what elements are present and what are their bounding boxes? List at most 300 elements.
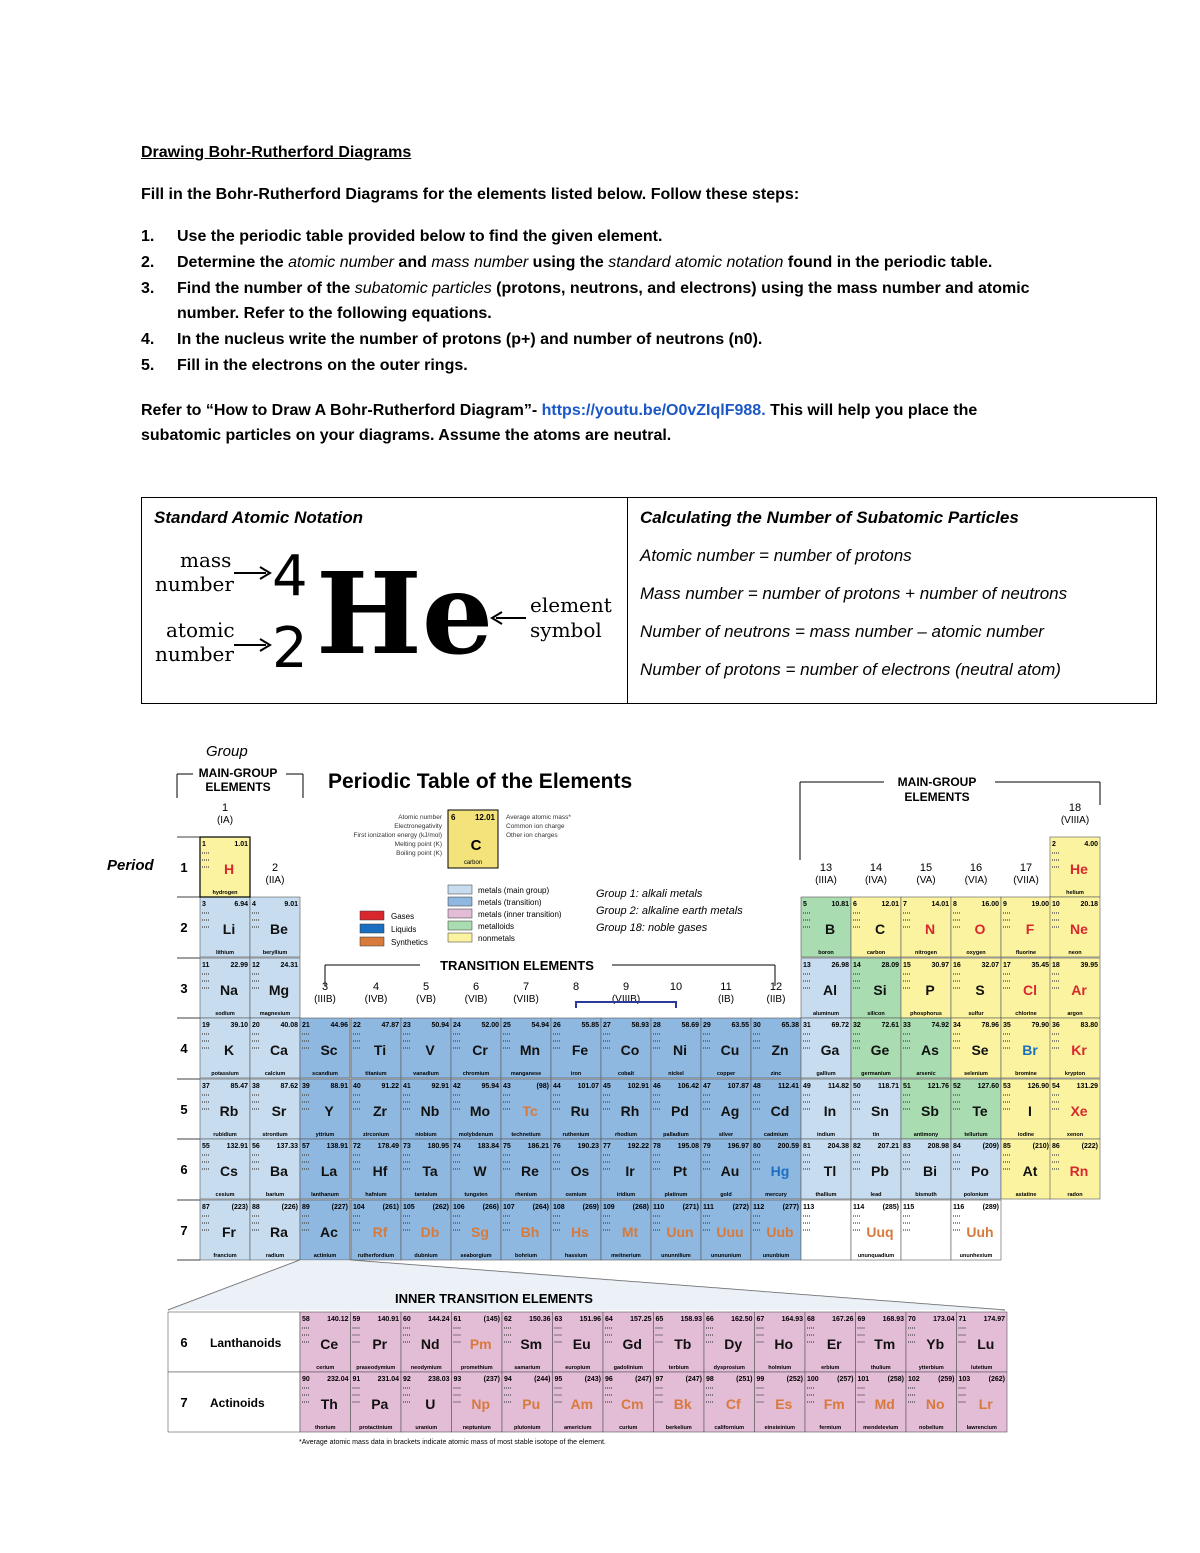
element-mass: 58.69	[681, 1022, 699, 1029]
inner-element-symbol: Lr	[978, 1396, 993, 1412]
inner-element-symbol: Es	[775, 1396, 793, 1412]
element-name: palladium	[663, 1132, 689, 1138]
element-name: arsenic	[916, 1071, 936, 1077]
step-number: 3.	[141, 280, 155, 297]
group-number: 3	[321, 981, 329, 993]
group-roman: (VA)	[916, 875, 936, 886]
element-mass: 4.00	[1084, 841, 1098, 848]
element-number: 109	[603, 1204, 615, 1211]
inner-element-name: neodymium	[410, 1365, 442, 1371]
element-name: strontium	[262, 1132, 288, 1138]
element-number: 27	[603, 1022, 611, 1029]
group-number: 2	[271, 862, 279, 874]
legend-type-label: metals (inner transition)	[478, 910, 562, 919]
group-roman: (VIIA)	[1013, 875, 1039, 886]
inner-element-name: terbium	[668, 1365, 689, 1371]
inner-period-number: 6	[180, 1335, 188, 1350]
element-mass: (210)	[1032, 1143, 1049, 1150]
element-mass: 183.84	[477, 1143, 499, 1150]
element-name: niobium	[415, 1132, 437, 1138]
group-number: 5	[422, 981, 430, 993]
group-roman: (IIIB)	[314, 994, 336, 1005]
step-text: found in the periodic table.	[783, 254, 993, 271]
period-number: 4	[180, 1041, 188, 1056]
element-symbol: Ru	[570, 1103, 590, 1119]
element-mass: 85.47	[230, 1083, 248, 1090]
element-mass: 192.22	[627, 1143, 649, 1150]
element-number: 6	[853, 901, 857, 908]
element-symbol: Rh	[620, 1103, 640, 1119]
element-number: 13	[803, 962, 811, 969]
step-number: 1.	[141, 228, 155, 245]
element-name: hassium	[564, 1253, 588, 1259]
element-symbol: Re	[521, 1163, 539, 1179]
element-symbol: Zr	[373, 1103, 387, 1119]
element-number: 44	[553, 1083, 561, 1090]
element-name: sulfur	[968, 1011, 984, 1017]
group-number: 1	[221, 802, 229, 814]
element-mass: 200.59	[777, 1143, 799, 1150]
element-symbol: Ne	[1070, 921, 1088, 937]
element-name: technetium	[511, 1132, 541, 1138]
inner-element-symbol: Pu	[522, 1396, 541, 1412]
inner-element-number: 98	[706, 1376, 714, 1383]
element-mass: 10.81	[831, 901, 849, 908]
element-name: cadmium	[763, 1132, 789, 1138]
inner-element-name: thorium	[315, 1425, 336, 1431]
group-roman: (IA)	[216, 815, 234, 826]
element-mass: (277)	[782, 1204, 799, 1211]
inner-element-symbol: Pm	[469, 1336, 492, 1352]
inner-element-symbol: No	[925, 1396, 945, 1412]
step-text: (protons, neutrons, and electrons) using the mass number and atomic number. Refer to the following equations.	[177, 280, 1030, 322]
element-symbol: Uub	[766, 1224, 794, 1240]
group-number: 16	[969, 862, 983, 874]
inner-element-symbol: Cm	[620, 1396, 644, 1412]
element-symbol: Uuh	[966, 1224, 994, 1240]
element-number: 5	[803, 901, 807, 908]
element-mass: (209)	[982, 1143, 999, 1150]
atomic-label-2: number	[155, 642, 234, 666]
inner-element-symbol: Md	[874, 1396, 895, 1412]
element-number: 40	[353, 1083, 361, 1090]
element-number: 114	[853, 1204, 865, 1211]
element-mass: (227)	[331, 1204, 348, 1211]
element-symbol: Cl	[1023, 982, 1037, 998]
element-mass: 1.01	[234, 841, 248, 848]
element-number: 54	[1052, 1083, 1060, 1090]
element-symbol: Pt	[673, 1163, 687, 1179]
element-name: vanadium	[413, 1071, 439, 1077]
inner-element-mass: (244)	[534, 1376, 551, 1383]
element-mass: 30.97	[931, 962, 949, 969]
inner-element-symbol: Tb	[674, 1336, 692, 1352]
element-name: iron	[570, 1071, 582, 1077]
element-symbol: Ac	[320, 1224, 338, 1240]
inner-element-name: europium	[565, 1365, 591, 1371]
element-mass: 44.96	[330, 1022, 348, 1029]
element-number: 29	[703, 1022, 711, 1029]
inner-element-number: 102	[908, 1376, 920, 1383]
element-mass: (223)	[231, 1204, 248, 1211]
element-name: rutherfordium	[357, 1253, 395, 1259]
element-symbol: Au	[720, 1163, 740, 1179]
element-mass: 16.00	[981, 901, 999, 908]
element-symbol: V	[425, 1042, 435, 1058]
element-number: 1	[202, 841, 206, 848]
element-number: 7	[903, 901, 907, 908]
element-symbol: Ti	[373, 1042, 387, 1058]
legend-swatch	[360, 911, 384, 920]
inner-element-number: 90	[302, 1376, 310, 1383]
element-mass: 126.90	[1027, 1083, 1049, 1090]
element-mass: 106.42	[677, 1083, 699, 1090]
inner-element-name: mendelevium	[863, 1425, 899, 1431]
element-number: 17	[1003, 962, 1011, 969]
element-number: 52	[953, 1083, 961, 1090]
element-mass: 204.38	[827, 1143, 849, 1150]
mass-label-2: number	[155, 572, 234, 596]
step-emphasis: subatomic particles	[354, 280, 492, 297]
element-mass: 195.08	[677, 1143, 699, 1150]
element-symbol: C	[874, 921, 886, 937]
inner-element-name: nobelium	[919, 1425, 944, 1431]
transition-label: TRANSITION ELEMENTS	[440, 958, 594, 973]
element-symbol: Ta	[422, 1163, 438, 1179]
list-item	[141, 250, 1041, 275]
element-symbol: Fr	[222, 1224, 236, 1240]
element-symbol: In	[823, 1103, 837, 1119]
element-mass: 22.99	[230, 962, 248, 969]
element-name: tin	[872, 1132, 880, 1138]
group-number: 13	[819, 862, 833, 874]
group-roman: (IIIA)	[815, 875, 837, 886]
legend-swatch	[360, 937, 384, 946]
element-number: 33	[903, 1022, 911, 1029]
element-symbol: Mn	[519, 1042, 541, 1058]
element-number: 38	[252, 1083, 260, 1090]
inner-element-number: 97	[655, 1376, 664, 1383]
inner-element-mass: (243)	[584, 1376, 601, 1383]
element-name: hydrogen	[212, 890, 238, 896]
element-mass: 39.10	[230, 1022, 248, 1029]
period-number: 3	[180, 981, 188, 996]
element-mass: 74.92	[931, 1022, 949, 1029]
element-symbol: Sg	[471, 1224, 489, 1240]
group-number: 17	[1019, 862, 1033, 874]
inner-element-number: 63	[554, 1316, 563, 1323]
element-symbol: W	[473, 1163, 487, 1179]
element-symbol: Sn	[871, 1103, 889, 1119]
step-number: 5.	[141, 357, 155, 374]
element-number: 84	[953, 1143, 961, 1150]
period-label: Period	[107, 857, 154, 874]
inner-element-symbol: U	[425, 1396, 436, 1412]
element-symbol: Te	[972, 1103, 988, 1119]
element-name: rhenium	[515, 1192, 537, 1198]
inner-element-number: 61	[453, 1316, 462, 1323]
legend-state-label: Liquids	[391, 925, 417, 934]
inner-element-symbol: Nd	[420, 1336, 440, 1352]
element-mass: (289)	[982, 1204, 999, 1211]
element-symbol: Si	[873, 982, 887, 998]
element-mass: (272)	[732, 1204, 749, 1211]
inner-element-symbol: Er	[826, 1336, 842, 1352]
element-mass: (222)	[1081, 1143, 1098, 1150]
element-mass: (266)	[482, 1204, 499, 1211]
inner-element-name: lutetium	[971, 1365, 993, 1371]
key-name: carbon	[463, 860, 483, 866]
key-symbol: C	[470, 837, 482, 854]
element-name: ununnilium	[661, 1253, 691, 1259]
inner-element-number: 94	[504, 1376, 512, 1383]
legend-swatch	[448, 909, 472, 918]
group-roman: (IB)	[717, 994, 735, 1005]
element-name: ununbium	[762, 1253, 790, 1259]
inner-element-name: neptunium	[462, 1425, 491, 1431]
inner-element-mass: 144.24	[428, 1316, 450, 1323]
element-symbol: S	[975, 982, 985, 998]
element-name: magnesium	[259, 1011, 291, 1017]
element-mass: 114.82	[827, 1083, 849, 1090]
element-mass: 208.98	[927, 1143, 949, 1150]
legend-type-label: metals (transition)	[478, 898, 542, 907]
legend-swatch	[448, 921, 472, 930]
element-number: 10	[1052, 901, 1060, 908]
inner-element-mass: (251)	[736, 1376, 753, 1383]
element-number: 3	[202, 901, 206, 908]
element-mass: 35.45	[1031, 962, 1049, 969]
inner-element-symbol: Sm	[520, 1336, 543, 1352]
group-roman: (VIA)	[964, 875, 988, 886]
inner-element-number: 69	[857, 1316, 866, 1323]
step-text: using the	[528, 254, 609, 271]
notation-title: Standard Atomic Notation	[154, 508, 364, 527]
element-mass: 40.08	[280, 1022, 298, 1029]
inner-element-name: holmium	[768, 1365, 792, 1371]
element-number: 9	[1003, 901, 1007, 908]
element-number: 57	[302, 1143, 310, 1150]
inner-element-mass: (252)	[786, 1376, 803, 1383]
element-number: 105	[403, 1204, 415, 1211]
element-symbol: Nb	[420, 1103, 440, 1119]
main-group-right-1: MAIN-GROUP	[897, 775, 977, 789]
element-symbol: Os	[570, 1163, 590, 1179]
element-name: nitrogen	[915, 950, 937, 956]
element-mass: 65.38	[781, 1022, 799, 1029]
inner-element-number: 93	[453, 1376, 462, 1383]
element-name: copper	[716, 1071, 736, 1077]
element-name: ununquadium	[857, 1253, 895, 1259]
inner-element-name: americium	[563, 1425, 592, 1431]
inner-element-number: 65	[655, 1316, 664, 1323]
element-symbol: Hg	[770, 1163, 790, 1179]
key-label-right: Other ion charges	[506, 832, 558, 839]
page-title: Drawing Bohr-Rutherford Diagrams	[141, 144, 412, 161]
element-number: 85	[1003, 1143, 1011, 1150]
element-label-2: symbol	[530, 618, 602, 642]
element-symbol: Mo	[469, 1103, 491, 1119]
element-number: 8	[953, 901, 957, 908]
element-name: xenon	[1066, 1132, 1084, 1138]
element-name: cobalt	[617, 1071, 635, 1077]
inner-element-number: 66	[706, 1316, 714, 1323]
element-number: 50	[853, 1083, 861, 1090]
element-name: platinum	[664, 1192, 688, 1198]
inner-element-name: berkelium	[665, 1425, 692, 1431]
element-name: calcium	[264, 1071, 286, 1077]
step-text: Determine the	[177, 254, 289, 271]
inner-element-mass: 140.12	[327, 1316, 349, 1323]
element-symbol: Cs	[220, 1163, 238, 1179]
element-name: sodium	[215, 1011, 235, 1017]
group-number: 15	[919, 862, 933, 874]
element-mass: (268)	[632, 1204, 649, 1211]
group-number: 4	[372, 981, 380, 993]
inner-element-symbol: Th	[320, 1396, 338, 1412]
element-mass: (261)	[382, 1204, 399, 1211]
element-symbol: He	[316, 549, 494, 680]
element-number: 26	[553, 1022, 561, 1029]
element-mass: 83.80	[1080, 1022, 1098, 1029]
element-mass: 132.91	[226, 1143, 248, 1150]
inner-element-symbol: Pa	[371, 1396, 389, 1412]
inner-element-number: 99	[756, 1376, 765, 1383]
element-number: 34	[953, 1022, 961, 1029]
group-number: 12	[769, 981, 783, 993]
list-item	[141, 224, 1041, 249]
element-number: 32	[853, 1022, 861, 1029]
element-symbol: Pd	[671, 1103, 689, 1119]
viiib-bracket	[576, 1002, 676, 1008]
group-number: 18	[1068, 802, 1082, 814]
element-mass: 186.21	[527, 1143, 549, 1150]
element-name: ununhexium	[959, 1253, 993, 1259]
video-link[interactable]: https://youtu.be/O0vZIqlF988.	[541, 402, 766, 419]
element-name: titanium	[365, 1071, 387, 1077]
element-mass: 92.91	[431, 1083, 449, 1090]
group-note-3: Group 18: noble gases	[596, 922, 708, 934]
inner-element-mass: 231.04	[377, 1376, 399, 1383]
element-mass: 6.94	[234, 901, 248, 908]
element-symbol: Bi	[923, 1163, 937, 1179]
inner-element-mass: 164.93	[781, 1316, 803, 1323]
element-name: radium	[265, 1253, 285, 1259]
table-title: Periodic Table of the Elements	[328, 770, 633, 793]
element-symbol: O	[974, 921, 986, 937]
inner-element-mass: 157.25	[630, 1316, 652, 1323]
element-symbol: Rb	[219, 1103, 239, 1119]
element-number: 55	[202, 1143, 210, 1150]
group-label: Group	[206, 743, 248, 760]
period-number: 2	[180, 920, 188, 935]
element-name: bohrium	[515, 1253, 537, 1259]
inner-element-symbol: Lu	[977, 1336, 995, 1352]
element-mass: 47.87	[381, 1022, 399, 1029]
element-mass: 180.95	[427, 1143, 449, 1150]
intro-text: Fill in the Bohr-Rutherford Diagrams for the elements listed below. Follow these steps:	[141, 186, 800, 203]
element-number: 35	[1003, 1022, 1011, 1029]
element-mass: (262)	[432, 1204, 449, 1211]
element-name: tellurium	[964, 1132, 988, 1138]
element-symbol: Ag	[720, 1103, 740, 1119]
element-number: 49	[803, 1083, 811, 1090]
element-mass: 69.72	[831, 1022, 849, 1029]
group-number: 10	[669, 981, 683, 993]
inner-element-number: 70	[908, 1316, 916, 1323]
element-symbol: Rn	[1069, 1163, 1089, 1179]
element-mass: 78.96	[981, 1022, 999, 1029]
element-name: bromine	[1015, 1071, 1037, 1077]
element-name: indium	[816, 1132, 836, 1138]
element-name: iodine	[1017, 1132, 1035, 1138]
inner-element-number: 71	[958, 1316, 967, 1323]
group-roman: (VIB)	[464, 994, 488, 1005]
element-number: 115	[903, 1204, 915, 1211]
legend-swatch	[448, 885, 472, 894]
element-mass: 131.29	[1076, 1083, 1098, 1090]
element-symbol: Mg	[268, 982, 290, 998]
inner-element-name: erbium	[821, 1365, 840, 1371]
element-symbol: He	[1070, 861, 1088, 877]
equations-title: Calculating the Number of Subatomic Particles	[640, 508, 1019, 527]
element-number: 16	[953, 962, 961, 969]
element-symbol: Ge	[870, 1042, 890, 1058]
atomic-number: 2	[272, 616, 308, 681]
element-number: 39	[302, 1083, 310, 1090]
element-number: 75	[503, 1143, 511, 1150]
element-symbol: Ra	[270, 1224, 288, 1240]
element-symbol: K	[223, 1042, 235, 1058]
inner-element-symbol: Ho	[774, 1336, 794, 1352]
element-mass: (271)	[682, 1204, 699, 1211]
inner-element-name: praseodymium	[356, 1365, 396, 1371]
element-symbol: La	[320, 1163, 338, 1179]
element-name: barium	[265, 1192, 285, 1198]
element-number: 2	[1052, 841, 1056, 848]
step-emphasis: mass number	[431, 254, 529, 271]
element-name: oxygen	[966, 950, 986, 956]
inner-element-mass: 162.50	[731, 1316, 753, 1323]
element-mass: (226)	[281, 1204, 298, 1211]
element-name: rhodium	[615, 1132, 637, 1138]
legend-swatch	[448, 933, 472, 942]
atomic-label-1: atomic	[166, 618, 235, 642]
element-number: 106	[453, 1204, 465, 1211]
step-text: Find the number of the	[177, 280, 355, 297]
element-number: 45	[603, 1083, 611, 1090]
element-symbol: Uuq	[866, 1224, 894, 1240]
inner-element-mass: 151.96	[579, 1316, 601, 1323]
inner-element-number: 60	[403, 1316, 411, 1323]
element-symbol: Mt	[621, 1224, 639, 1240]
step-text: In the nucleus write the number of protons (p+) and number of neutrons (n0).	[177, 331, 763, 348]
key-label-left: Electronegativity	[394, 823, 442, 830]
element-symbol: Pb	[871, 1163, 889, 1179]
element-number: 73	[403, 1143, 411, 1150]
element-mass: 138.91	[326, 1143, 348, 1150]
inner-element-symbol: Pr	[372, 1336, 388, 1352]
element-name: osmium	[565, 1192, 587, 1198]
element-symbol: Ba	[270, 1163, 288, 1179]
element-mass: 28.09	[881, 962, 899, 969]
group-roman: (VIIB)	[513, 994, 539, 1005]
step-emphasis: atomic number	[288, 254, 394, 271]
element-symbol: Na	[220, 982, 238, 998]
group-note-2: Group 2: alkaline earth metals	[596, 905, 743, 917]
group-number: 6	[472, 981, 480, 993]
element-number: 87	[202, 1204, 210, 1211]
